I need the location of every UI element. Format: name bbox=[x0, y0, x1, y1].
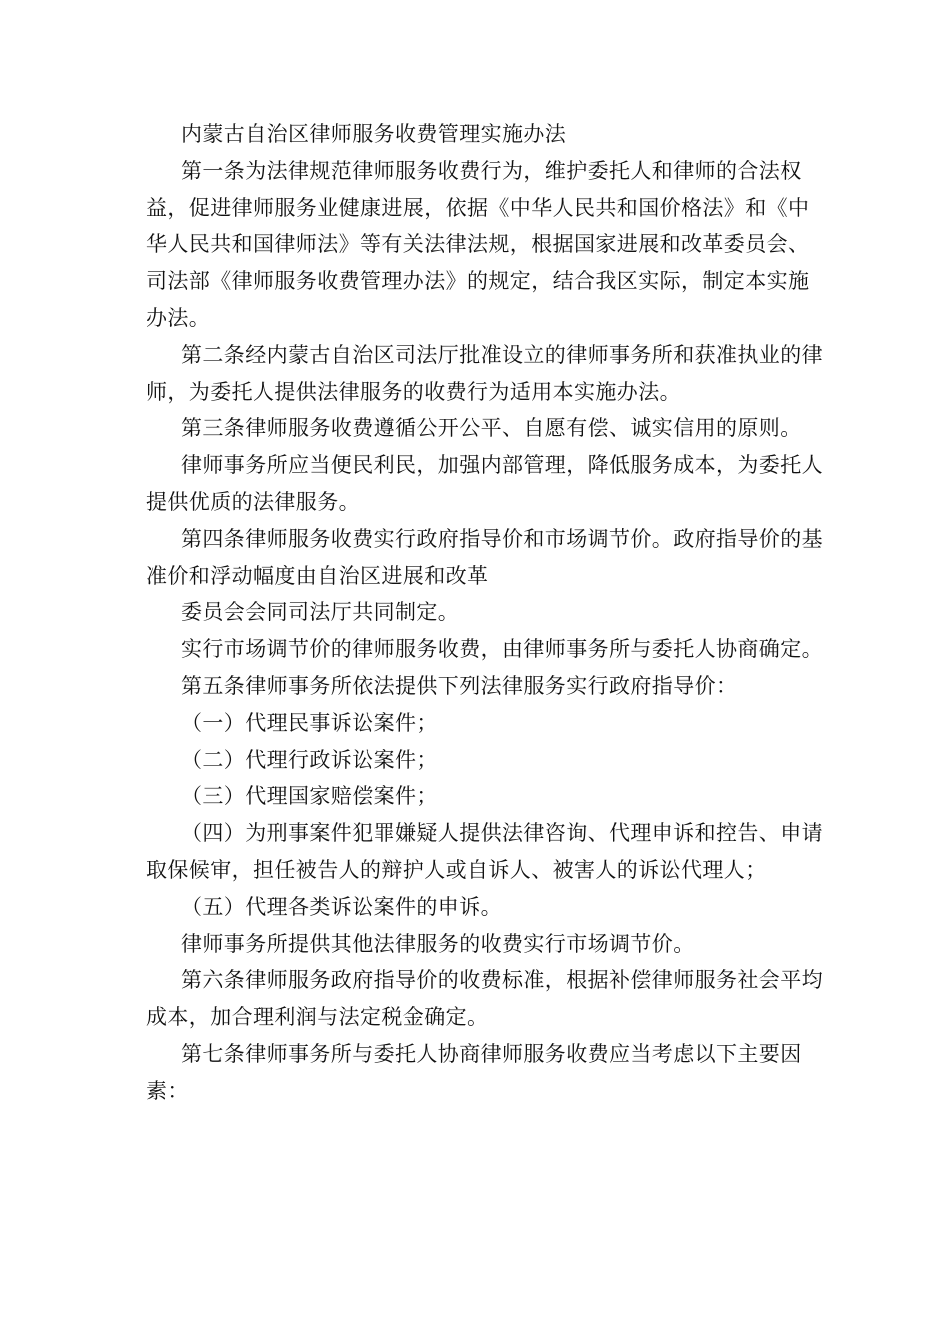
document-title: 内蒙古自治区律师服务收费管理实施办法 bbox=[181, 122, 567, 146]
article-1: 第一条为法律规范律师服务收费行为，维护委托人和律师的合法权益，促进律师服务业健康进展，依据《中华人民共和国价格法》和《中华人民共和国律师法》等有关法律法规，根据国家进展和改革委员会、司法部《律师服务收费管理办法》的规定，结合我区实际，制定本实施办法。 bbox=[146, 158, 810, 330]
article-4-paragraph-2: 实行市场调节价的律师服务收费，由律师事务所与委托人协商确定。 bbox=[181, 637, 823, 662]
article-5-item-1: （一）代理民事诉讼案件； bbox=[181, 710, 438, 735]
article-6: 第六条律师服务政府指导价的收费标准，根据补偿律师服务社会平均成本，加合理利润与法定税金确定。 bbox=[146, 968, 823, 1030]
document-body bbox=[146, 116, 826, 1110]
article-7: 第七条律师事务所与委托人协商律师服务收费应当考虑以下主要因素： bbox=[146, 1041, 802, 1103]
article-5-paragraph-2: 律师事务所提供其他法律服务的收费实行市场调节价。 bbox=[181, 931, 695, 956]
article-4: 第四条律师服务收费实行政府指导价和市场调节价。政府指导价的基准价和浮动幅度由自治区进展和改革 bbox=[146, 526, 823, 588]
article-3-paragraph-2: 律师事务所应当便民利民，加强内部管理，降低服务成本，为委托人提供优质的法律服务。 bbox=[146, 453, 823, 514]
article-5-item-2: （二）代理行政诉讼案件； bbox=[181, 747, 438, 772]
article-2: 第二条经内蒙古自治区司法厅批准设立的律师事务所和获准执业的律师，为委托人提供法律服务的收费行为适用本实施办法。 bbox=[146, 342, 823, 404]
article-3: 第三条律师服务收费遵循公开公平、自愿有偿、诚实信用的原则。 bbox=[181, 416, 802, 441]
article-5-item-5: （五）代理各类诉讼案件的申诉。 bbox=[181, 894, 502, 919]
article-4-continuation: 委员会会同司法厅共同制定。 bbox=[181, 600, 460, 625]
article-5-item-4: （四）为刑事案件犯罪嫌疑人提供法律咨询、代理申诉和控告、申请取保候审，担任被告人的辩护人或自诉人、被害人的诉讼代理人； bbox=[146, 821, 823, 882]
article-5: 第五条律师事务所依法提供下列法律服务实行政府指导价： bbox=[181, 673, 738, 698]
article-5-item-3: （三）代理国家赔偿案件； bbox=[181, 784, 438, 809]
